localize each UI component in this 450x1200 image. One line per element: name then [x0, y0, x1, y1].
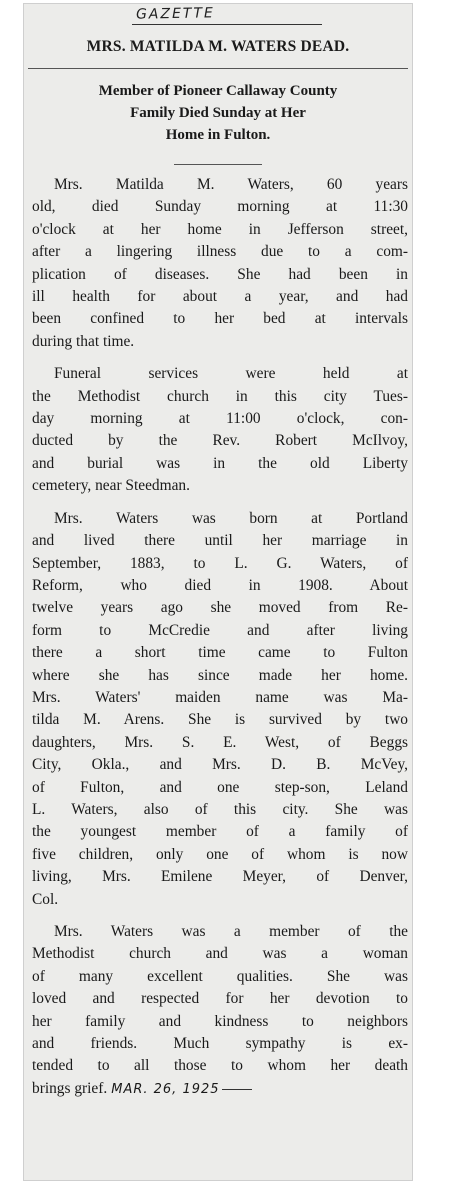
text-line: five children, only one of whom is now: [32, 845, 408, 863]
headline-divider: [28, 68, 408, 69]
text-line: ill health for about a year, and had: [32, 288, 408, 306]
paragraph-death-notice: [32, 174, 408, 353]
text-line: daughters, Mrs. S. E. West, of Beggs: [32, 733, 408, 751]
handwritten-source-label: GAZETTE: [135, 5, 215, 23]
text-line: Funeral services were held at: [54, 365, 408, 383]
text-line: twelve years ago she moved from Re-: [32, 599, 408, 617]
text-line: Col.: [32, 890, 59, 908]
text-line: during that time.: [32, 332, 135, 350]
text-line: cemetery, near Steedman.: [32, 477, 190, 495]
text-line: Methodist church and was a woman: [32, 945, 408, 963]
text-line: her family and kindness to neighbors: [32, 1012, 408, 1030]
text-line-segment: brings grief.: [32, 1079, 108, 1097]
text-line: old, died Sunday morning at 11:30: [32, 198, 408, 216]
subhead-line: Family Died Sunday at Her: [130, 105, 306, 121]
text-line: of Fulton, and one step-son, Leland: [32, 778, 408, 796]
final-text-line: [32, 1078, 408, 1101]
subhead-line: Home in Fulton.: [165, 127, 271, 143]
obituary-headline: MRS. MATILDA M. WATERS DEAD.: [86, 38, 350, 55]
text-line: Mrs. Waters was a member of the: [54, 923, 408, 940]
newspaper-clipping: [24, 4, 412, 1180]
obituary-body: [32, 174, 408, 1111]
text-line: Mrs. Matilda M. Waters, 60 years: [54, 176, 408, 193]
subhead-line: Member of Pioneer Callaway County: [98, 83, 338, 99]
text-line: living, Mrs. Emilene Meyer, of Denver,: [32, 868, 408, 886]
text-line: ducted by the Rev. Robert McIlvoy,: [32, 432, 408, 450]
text-line: the youngest member of a family of: [32, 823, 408, 841]
text-line: the Methodist church in this city Tues-: [32, 387, 408, 405]
text-line: form to McCredie and after living: [32, 621, 408, 639]
paragraph-funeral-services: [32, 363, 408, 497]
text-line: and friends. Much sympathy is ex-: [32, 1035, 408, 1053]
source-label-underline: [132, 24, 322, 25]
text-line: after a lingering illness due to a com-: [32, 243, 408, 261]
text-line: tended to all those to whom her death: [32, 1057, 408, 1075]
text-line: and burial was in the old Liberty: [32, 454, 408, 472]
text-line: plication of diseases. She had been in: [32, 265, 408, 283]
paragraph-biography: [32, 508, 408, 911]
text-line: been confined to her bed at intervals: [32, 310, 408, 328]
text-line: City, Okla., and Mrs. D. B. McVey,: [32, 756, 408, 774]
paragraph-character: [32, 921, 408, 1101]
text-line: o'clock at her home in Jefferson street,: [32, 220, 408, 238]
text-line: day morning at 11:00 o'clock, con-: [32, 410, 408, 428]
text-line: Mrs. Waters was born at Portland: [54, 509, 408, 527]
text-line: and lived there until her marriage in: [32, 532, 408, 550]
handwritten-date: MAR. 26, 1925: [111, 1081, 220, 1097]
text-line: loved and respected for her devotion to: [32, 990, 408, 1008]
text-line: Mrs. Waters' maiden name was Ma-: [32, 688, 408, 706]
text-line: where she has since made her home.: [32, 666, 408, 684]
text-line: of many excellent qualities. She was: [32, 967, 408, 985]
text-line: tilda M. Arens. She is survived by two: [32, 711, 408, 729]
text-line: there a short time came to Fulton: [32, 644, 408, 662]
text-line: L. Waters, also of this city. She was: [32, 800, 408, 818]
obituary-subhead: [28, 80, 408, 146]
text-line: Reform, who died in 1908. About: [32, 576, 408, 594]
handwritten-date-underline: [222, 1089, 252, 1090]
text-line: September, 1883, to L. G. Waters, of: [32, 554, 408, 572]
subhead-divider: [174, 164, 262, 165]
